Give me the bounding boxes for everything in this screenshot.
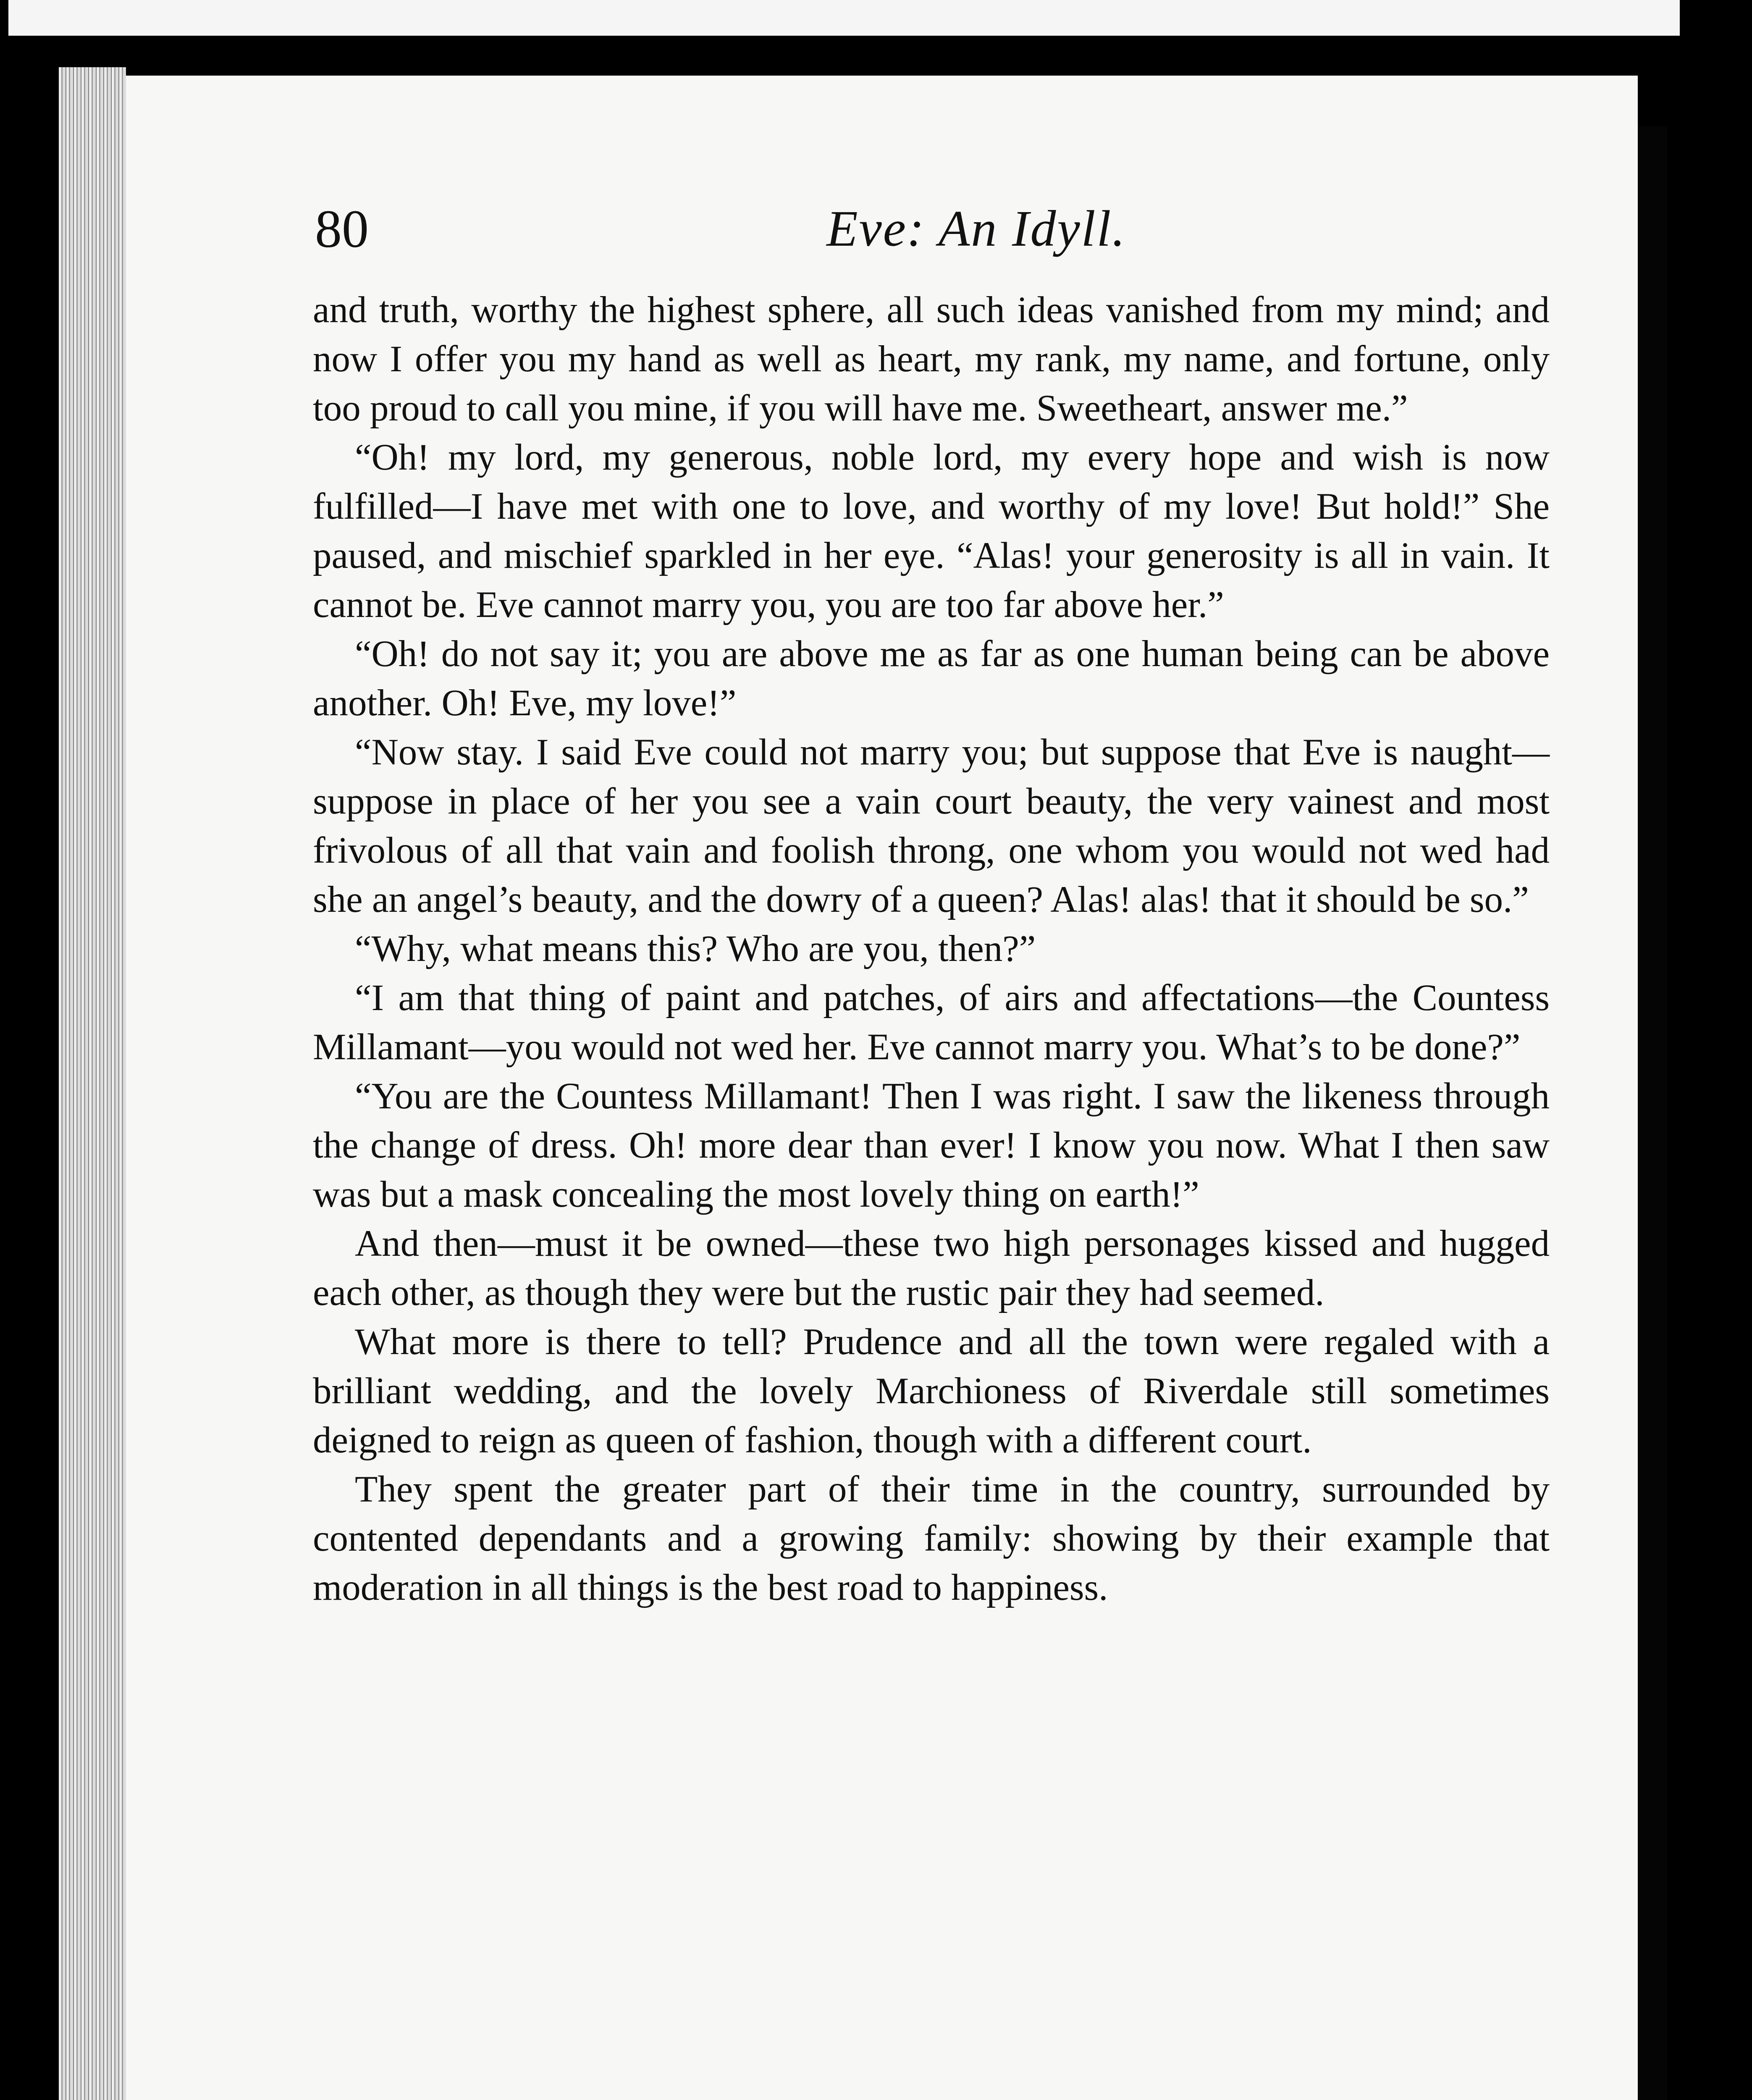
- paragraph: “Now stay. I said Eve could not marry you; but suppose that Eve is naught—suppose in place of her you see a vain court beauty, the very vainest and most frivolous of all that vain and foolish throng, one whom you would not wed had she an angel’s beauty, and the dowry of a queen? Alas! alas! that it should be so.”: [313, 732, 1550, 920]
- paragraph: “You are the Countess Millamant! Then I was right. I saw the likeness through the change of dress. Oh! more dear than ever! I know you now. What I then saw was but a mask concealing the most lovely thing on earth!”: [313, 1076, 1550, 1215]
- facing-page-edge: [8, 0, 1680, 36]
- paragraph: They spent the greater part of their time in the country, surrounded by contented dependants and a growing family: showing by their example that moderation in all things is the best road to happiness.: [313, 1469, 1550, 1608]
- body-text: [313, 286, 1550, 1612]
- page-edge-shadow: [1638, 126, 1667, 2100]
- book-gutter: [59, 67, 126, 2100]
- running-title: Eve: An Idyll.: [826, 200, 1126, 257]
- paragraph: What more is there to tell? Prudence and all the town were regaled with a brilliant wedding, and the lovely Marchioness of Riverdale still sometimes deigned to reign as queen of fashion, though with a different court.: [313, 1321, 1550, 1461]
- paragraph: “Why, what means this? Who are you, then?”: [355, 928, 1036, 969]
- paragraph: And then—must it be owned—these two high personages kissed and hugged each other, as though they were but the rustic pair they had seemed.: [313, 1223, 1550, 1313]
- paragraph: “I am that thing of paint and patches, of airs and affectations—the Countess Millamant—you would not wed her. Eve cannot marry you. What’s to be done?”: [313, 977, 1550, 1068]
- running-head: [189, 197, 1449, 273]
- page-number: 80: [315, 199, 369, 259]
- paragraph: “Oh! do not say it; you are above me as far as one human being can be above another. Oh! Eve, my love!”: [313, 633, 1550, 724]
- paragraph: “Oh! my lord, my generous, noble lord, my every hope and wish is now fulfilled—I have met with one to love, and worthy of my love! But hold!” She paused, and mischief sparkled in her eye. “Alas! your generosity is all in vain. It cannot be. Eve cannot marry you, you are too far above her.”: [313, 437, 1550, 625]
- paragraph: and truth, worthy the highest sphere, all such ideas vanished from my mind; and now I offer you my hand as well as heart, my rank, my name, and fortune, only too proud to call you mine, if you will have me. Sweetheart, answer me.”: [313, 289, 1550, 429]
